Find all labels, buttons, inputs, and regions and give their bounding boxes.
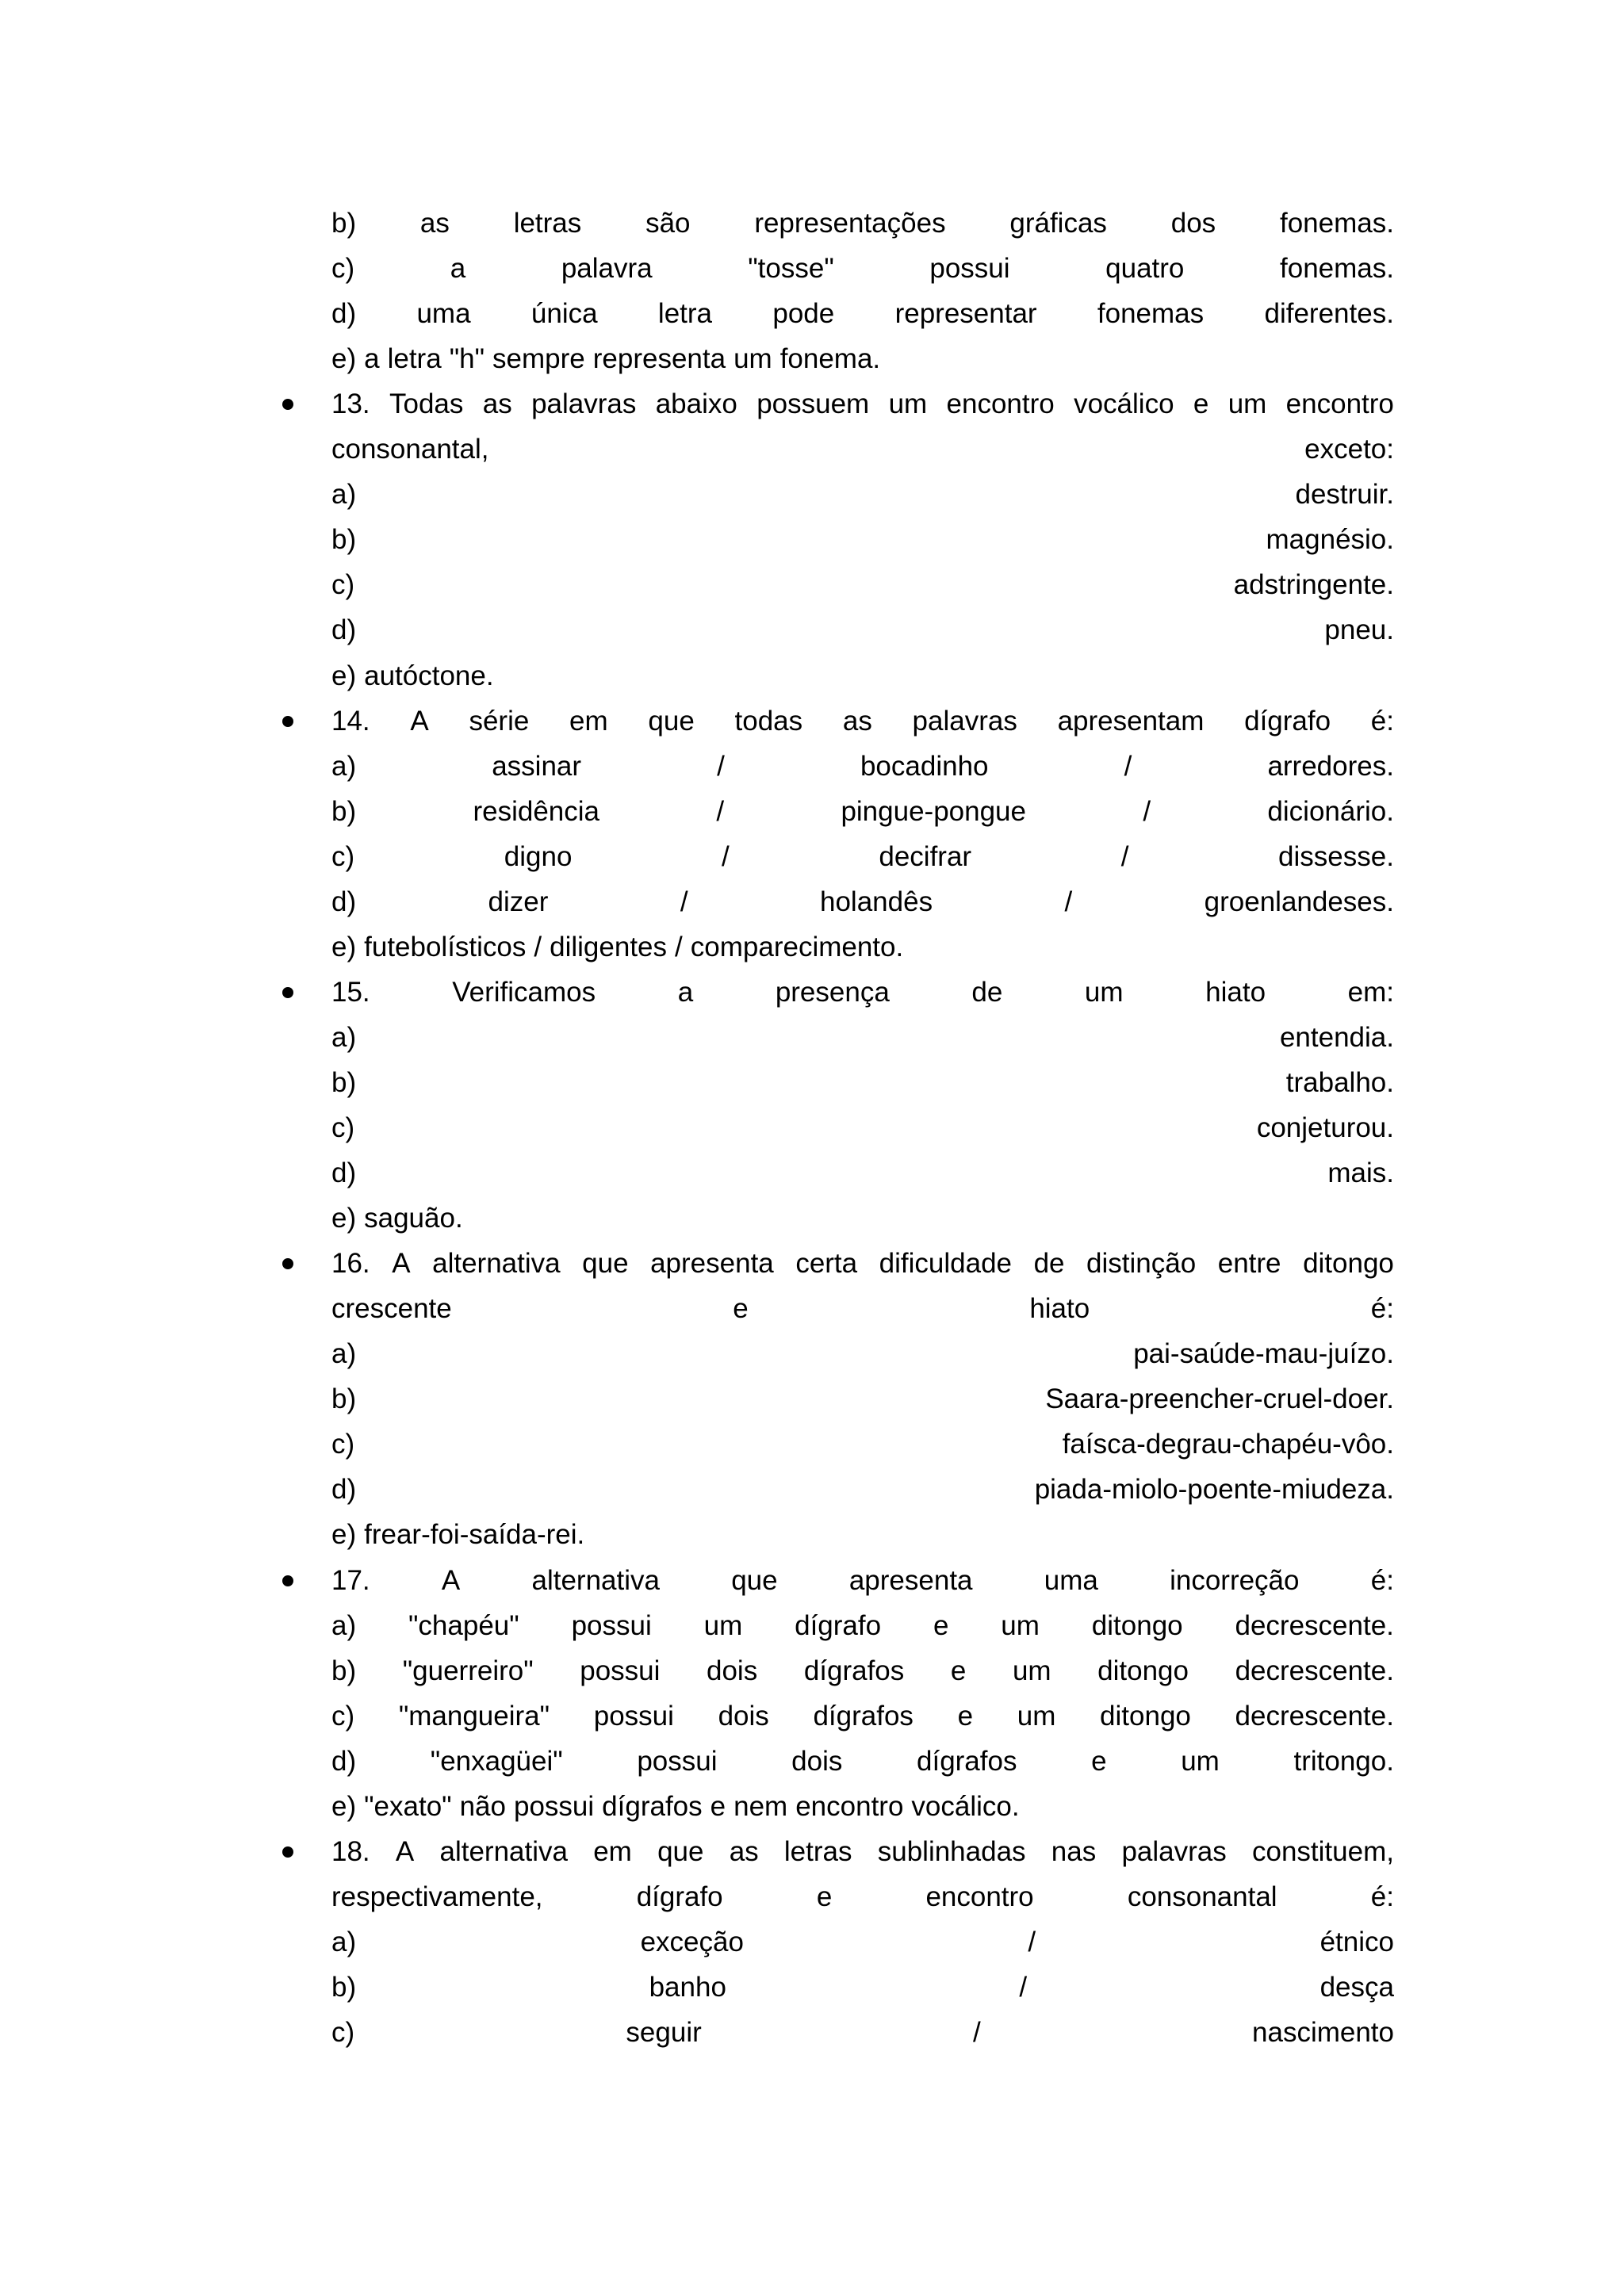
word: representar xyxy=(894,298,1037,330)
word: bocadinho xyxy=(860,750,989,782)
word: a) xyxy=(331,1021,357,1053)
word: / xyxy=(1143,795,1151,827)
text-line xyxy=(331,336,1394,381)
word: c) xyxy=(331,840,355,872)
word: dois xyxy=(718,1700,769,1732)
word: e) xyxy=(331,1519,357,1551)
word: ditongo xyxy=(1100,1700,1191,1732)
list-bullet xyxy=(282,987,293,998)
word: pai-saúde-mau-juízo. xyxy=(1133,1338,1394,1370)
question-line xyxy=(331,1558,1394,1603)
word: hiato xyxy=(1029,1293,1090,1325)
word: e xyxy=(1193,388,1209,420)
word: fonema. xyxy=(779,343,881,375)
word: decrescente. xyxy=(1235,1609,1394,1641)
word: autóctone. xyxy=(364,660,494,691)
word: faísca-degrau-chapéu-vôo. xyxy=(1062,1429,1394,1460)
word: a) xyxy=(331,479,357,511)
word: possuem xyxy=(756,388,870,420)
word: as xyxy=(842,705,872,737)
word: são xyxy=(645,208,691,239)
word: dígrafos xyxy=(813,1700,914,1732)
word: d) xyxy=(331,1158,357,1189)
word: Saara-preencher-cruel-doer. xyxy=(1045,1383,1394,1415)
text-line xyxy=(331,1015,1394,1060)
text-line xyxy=(331,1739,1394,1784)
text-line xyxy=(331,562,1394,607)
word: letras xyxy=(513,208,582,239)
word: e) xyxy=(331,1790,357,1822)
word: 17. xyxy=(331,1564,370,1596)
word: e xyxy=(950,1655,967,1686)
word: a) xyxy=(331,1338,357,1370)
word: Verificamos xyxy=(452,976,596,1008)
question-line xyxy=(331,1241,1394,1286)
word: piada-miolo-poente-miudeza. xyxy=(1034,1474,1394,1506)
word: decifrar xyxy=(879,840,972,872)
word: incorreção xyxy=(1170,1564,1300,1596)
word: trabalho. xyxy=(1285,1066,1394,1098)
word: dígrafo xyxy=(1244,705,1331,737)
text-line xyxy=(331,1286,1394,1331)
text-line xyxy=(331,607,1394,652)
word: e xyxy=(733,1293,749,1325)
word: b) xyxy=(331,1383,357,1415)
word: uma xyxy=(1044,1564,1098,1596)
word: um xyxy=(1181,1745,1220,1777)
word: e xyxy=(957,1700,974,1732)
word: palavras xyxy=(531,388,637,420)
word: groenlandeses. xyxy=(1204,886,1394,917)
word: palavras xyxy=(1121,1835,1227,1867)
word: apresenta xyxy=(650,1248,774,1280)
word: 18. xyxy=(331,1835,370,1867)
word: alternativa xyxy=(432,1248,561,1280)
word: encontro xyxy=(1285,388,1394,420)
word: 13. xyxy=(331,388,370,420)
question-line xyxy=(331,698,1394,744)
word: dizer xyxy=(488,886,549,917)
word: dígrafos xyxy=(917,1745,1017,1777)
word: dígrafo xyxy=(795,1609,882,1641)
word: / xyxy=(716,795,725,827)
text-line xyxy=(331,1105,1394,1150)
word: b) xyxy=(331,795,357,827)
word: possui xyxy=(580,1655,661,1686)
word: / xyxy=(1019,1971,1028,2003)
word: "h" xyxy=(449,343,485,375)
word: dígrafos xyxy=(602,1790,703,1822)
text-line xyxy=(331,517,1394,562)
word: nem xyxy=(733,1790,788,1822)
word: dificuldade xyxy=(879,1248,1013,1280)
word: banho xyxy=(649,1971,726,2003)
word: possui xyxy=(637,1745,718,1777)
text-line xyxy=(331,1603,1394,1648)
word: possui xyxy=(929,253,1010,285)
word: c) xyxy=(331,2017,355,2048)
word: residência xyxy=(473,795,600,827)
text-line xyxy=(331,246,1394,291)
word: A xyxy=(441,1564,461,1596)
word: "guerreiro" xyxy=(402,1655,534,1686)
word: diligentes xyxy=(550,931,668,962)
word: / xyxy=(1124,750,1132,782)
word: encontro xyxy=(925,1881,1034,1912)
word: / xyxy=(973,2017,981,2048)
word: um xyxy=(1228,388,1267,420)
word: um xyxy=(1017,1700,1056,1732)
word: desça xyxy=(1320,1971,1394,2003)
word: arredores. xyxy=(1267,750,1394,782)
word: / xyxy=(1028,1926,1036,1957)
text-line xyxy=(331,789,1394,834)
word: ditongo xyxy=(1097,1655,1189,1686)
word: e xyxy=(1091,1745,1107,1777)
list-bullet xyxy=(282,1258,293,1269)
word: dos xyxy=(1170,208,1216,239)
word: um xyxy=(1001,1609,1040,1641)
word: e) xyxy=(331,660,357,691)
word: mais. xyxy=(1327,1158,1394,1189)
word: que xyxy=(582,1248,629,1280)
word: b) xyxy=(331,1655,357,1686)
word: d) xyxy=(331,614,357,646)
word: A xyxy=(410,705,429,737)
word: / xyxy=(675,931,683,962)
word: vocálico. xyxy=(911,1790,1020,1822)
word: c) xyxy=(331,253,355,285)
word: um xyxy=(703,1609,743,1641)
word: que xyxy=(657,1835,704,1867)
word: crescente xyxy=(331,1293,452,1325)
word: assinar xyxy=(492,750,582,782)
word: letras xyxy=(783,1835,852,1867)
word: d) xyxy=(331,298,357,330)
word: e) xyxy=(331,1203,357,1234)
word: c) xyxy=(331,1112,355,1143)
word: dígrafos xyxy=(803,1655,905,1686)
word: presença xyxy=(775,976,890,1008)
word: letra xyxy=(387,343,442,375)
word: possui xyxy=(593,1700,674,1732)
text-line xyxy=(331,1648,1394,1693)
word: representa xyxy=(592,343,726,375)
word: encontro xyxy=(946,388,1055,420)
text-line xyxy=(331,1467,1394,1512)
question-line xyxy=(331,381,1394,427)
word: entendia. xyxy=(1279,1021,1394,1053)
word: quatro xyxy=(1105,253,1185,285)
word: dissesse. xyxy=(1278,840,1394,872)
word: b) xyxy=(331,524,357,556)
text-line xyxy=(331,1422,1394,1467)
word: e) xyxy=(331,931,357,962)
word: e xyxy=(816,1881,833,1912)
word: 14. xyxy=(331,705,370,737)
word: a xyxy=(364,343,380,375)
word: fonemas. xyxy=(1279,208,1394,239)
word: que xyxy=(648,705,695,737)
word: b) xyxy=(331,208,357,239)
word: / xyxy=(717,750,725,782)
word: decrescente. xyxy=(1235,1700,1394,1732)
word: ditongo xyxy=(1091,1609,1183,1641)
text-line xyxy=(331,1693,1394,1739)
word: digno xyxy=(504,840,573,872)
word: d) xyxy=(331,1745,357,1777)
list-bullet xyxy=(282,716,293,727)
word: um xyxy=(1012,1655,1051,1686)
text-line xyxy=(331,1919,1394,1965)
text-line xyxy=(331,879,1394,924)
word: um xyxy=(888,388,928,420)
word: saguão. xyxy=(364,1203,463,1234)
word: palavras xyxy=(912,705,1017,737)
word: "mangueira" xyxy=(398,1700,550,1732)
text-line xyxy=(331,653,1394,698)
word: e) xyxy=(331,343,357,375)
word: "enxagüei" xyxy=(430,1745,563,1777)
word: que xyxy=(731,1564,778,1596)
word: / xyxy=(1120,840,1129,872)
word: a xyxy=(677,976,694,1008)
word: pingue-pongue xyxy=(841,795,1026,827)
word: tritongo. xyxy=(1293,1745,1394,1777)
word: fonemas. xyxy=(1280,253,1394,285)
word: gráficas xyxy=(1009,208,1107,239)
text-line xyxy=(331,1965,1394,2010)
word: c) xyxy=(331,569,355,601)
word: b) xyxy=(331,1066,357,1098)
word: dígrafo xyxy=(636,1881,723,1912)
word: e xyxy=(933,1609,949,1641)
word: distinção xyxy=(1086,1248,1197,1280)
word: c) xyxy=(331,1429,355,1460)
list-bullet xyxy=(282,399,293,410)
text-line xyxy=(331,291,1394,336)
word: certa xyxy=(795,1248,858,1280)
word: em: xyxy=(1347,976,1394,1008)
word: b) xyxy=(331,1971,357,2003)
word: consonantal, xyxy=(331,434,489,465)
word: de xyxy=(1033,1248,1065,1280)
list-bullet xyxy=(282,1575,293,1586)
word: uma xyxy=(416,298,471,330)
word: não xyxy=(459,1790,506,1822)
word: fonemas xyxy=(1097,298,1205,330)
word: dicionário. xyxy=(1267,795,1394,827)
word: alternativa xyxy=(531,1564,660,1596)
word: "exato" xyxy=(364,1790,452,1822)
word: / xyxy=(680,886,688,917)
word: a) xyxy=(331,1926,357,1957)
word: Todas xyxy=(389,388,464,420)
text-line xyxy=(331,1512,1394,1557)
word: d) xyxy=(331,1474,357,1506)
word: única xyxy=(530,298,598,330)
list-bullet xyxy=(282,1846,293,1858)
word: possui xyxy=(571,1609,652,1641)
text-line xyxy=(331,1331,1394,1376)
text-line xyxy=(331,1784,1394,1829)
word: / xyxy=(534,931,542,962)
text-line xyxy=(331,201,1394,246)
word: abaixo xyxy=(655,388,737,420)
word: "tosse" xyxy=(748,253,834,285)
word: hiato xyxy=(1205,976,1266,1008)
text-line xyxy=(331,924,1394,970)
word: futebolísticos xyxy=(364,931,527,962)
word: conjeturou. xyxy=(1256,1112,1394,1143)
word: constituem, xyxy=(1251,1835,1394,1867)
word: vocálico xyxy=(1074,388,1174,420)
word: um xyxy=(733,343,772,375)
word: encontro xyxy=(795,1790,904,1822)
word: representações xyxy=(754,208,946,239)
word: as xyxy=(482,388,512,420)
text-line xyxy=(331,472,1394,517)
word: sempre xyxy=(492,343,585,375)
word: apresenta xyxy=(848,1564,973,1596)
word: frear-foi-saída-rei. xyxy=(364,1519,585,1551)
word: respectivamente, xyxy=(331,1881,543,1912)
word: exceção xyxy=(640,1926,744,1957)
text-line xyxy=(331,1196,1394,1241)
text-line xyxy=(331,427,1394,472)
word: 16. xyxy=(331,1248,370,1280)
word: série xyxy=(469,705,530,737)
word: em xyxy=(569,705,608,737)
word: palavra xyxy=(561,253,653,285)
text-line xyxy=(331,1150,1394,1196)
word: entre xyxy=(1217,1248,1281,1280)
word: de xyxy=(971,976,1003,1008)
word: sublinhadas xyxy=(877,1835,1026,1867)
word: pneu. xyxy=(1324,614,1394,646)
word: dois xyxy=(707,1655,758,1686)
word: holandês xyxy=(820,886,933,917)
word: consonantal xyxy=(1127,1881,1277,1912)
text-line xyxy=(331,1376,1394,1422)
word: é: xyxy=(1370,1293,1394,1325)
word: comparecimento. xyxy=(690,931,904,962)
word: nas xyxy=(1051,1835,1097,1867)
word: / xyxy=(1064,886,1073,917)
text-line xyxy=(331,2010,1394,2055)
word: todas xyxy=(734,705,803,737)
word: as xyxy=(729,1835,759,1867)
word: possui xyxy=(514,1790,595,1822)
word: em xyxy=(593,1835,632,1867)
word: decrescente. xyxy=(1235,1655,1394,1686)
word: étnico xyxy=(1320,1926,1394,1957)
word: a xyxy=(450,253,466,285)
text-line xyxy=(331,1874,1394,1919)
word: exceto: xyxy=(1304,434,1394,465)
question-line xyxy=(331,970,1394,1015)
word: magnésio. xyxy=(1266,524,1394,556)
word: as xyxy=(419,208,450,239)
word: é: xyxy=(1370,1881,1394,1912)
word: um xyxy=(1084,976,1124,1008)
word: c) xyxy=(331,1700,355,1732)
word: A xyxy=(395,1835,415,1867)
word: alternativa xyxy=(439,1835,568,1867)
question-line xyxy=(331,1829,1394,1874)
word: ditongo xyxy=(1303,1248,1394,1280)
word: e xyxy=(710,1790,726,1822)
word: dois xyxy=(791,1745,843,1777)
word: A xyxy=(392,1248,411,1280)
word: destruir. xyxy=(1295,479,1394,511)
word: seguir xyxy=(626,2017,702,2048)
word: / xyxy=(722,840,730,872)
word: d) xyxy=(331,886,357,917)
word: letra xyxy=(657,298,713,330)
word: "chapéu" xyxy=(408,1609,519,1641)
text-line xyxy=(331,1060,1394,1105)
word: adstringente. xyxy=(1233,569,1394,601)
word: pode xyxy=(772,298,835,330)
text-line xyxy=(331,834,1394,879)
word: a) xyxy=(331,750,357,782)
word: é: xyxy=(1370,1564,1394,1596)
word: nascimento xyxy=(1252,2017,1394,2048)
word: 15. xyxy=(331,976,370,1008)
word: apresentam xyxy=(1057,705,1205,737)
word: é: xyxy=(1370,705,1394,737)
word: diferentes. xyxy=(1264,298,1394,330)
word: a) xyxy=(331,1609,357,1641)
text-line xyxy=(331,744,1394,789)
